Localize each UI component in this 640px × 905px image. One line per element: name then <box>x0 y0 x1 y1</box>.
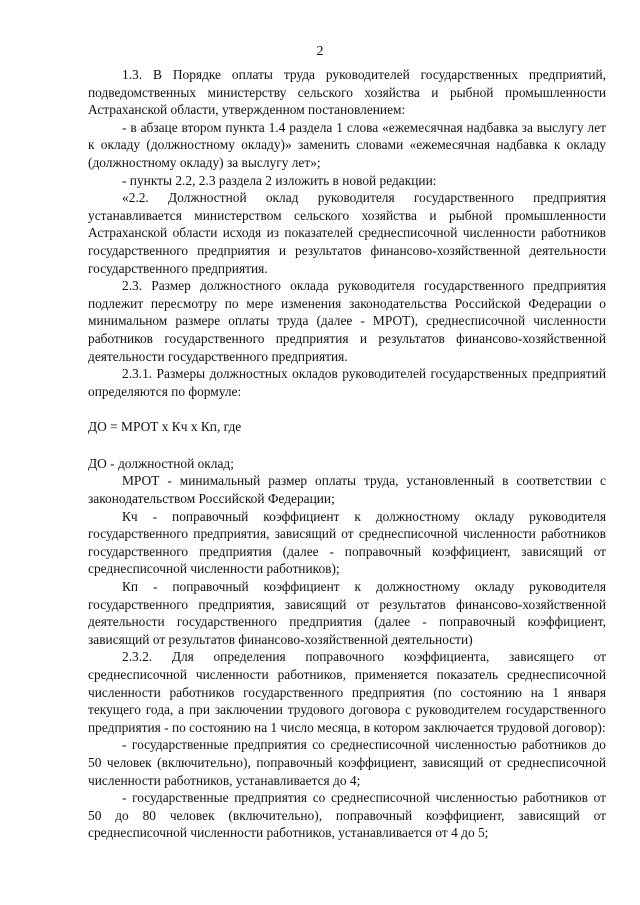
list-item-up-to-50: - государственные предприятия со среднесписочной численностью работников до 50 человек (включительно), поправочный коэффициент, зависящий от среднесписочной численности работников, устанавливается до 4; <box>88 737 606 788</box>
paragraph-1-3: 1.3. В Порядке оплаты труда руководителей государственных предприятий, подведомственных министерству сельского хозяйства и рыбной промышленности Астраханской области, утвержденном постановлением: <box>88 67 606 118</box>
paragraph-2-3: 2.3. Размер должностного оклада руководителя государственного предприятия подлежит пересмотру по мере изменения законодательства Российской Федерации о минимальном размере оплаты труда (далее - МРОТ), среднесписочной численности работников государственного предприятия и результатов финансово-хозяйственной деятельности государственного предприятия. <box>88 278 606 364</box>
definition-do: ДО - должностной оклад; <box>88 455 234 471</box>
paragraph-new-edition: - пункты 2.2, 2.3 раздела 2 изложить в новой редакции: <box>122 172 437 188</box>
salary-formula: ДО = МРОТ х Кч х Кп, где <box>88 419 242 435</box>
list-item-50-to-80: - государственные предприятия со среднесписочной численностью работников от 50 до 80 человек (включительно), поправочный коэффициент, зависящий от среднесписочной численности работников, устанавливается от 4 до 5; <box>88 790 606 841</box>
definition-kch: Кч - поправочный коэффициент к должностному окладу руководителя государственного предприятия, зависящий от среднесписочной численности работников государственного предприятия (далее - поправочный коэффициент, зависящий от среднесписочной численности работников); <box>88 508 606 577</box>
document-body <box>88 66 606 842</box>
paragraph-2-3-1: 2.3.1. Размеры должностных окладов руководителей государственных предприятий определяются по формуле: <box>88 366 606 399</box>
page-number: 2 <box>316 44 324 59</box>
paragraph-2-3-2: 2.3.2. Для определения поправочного коэффициента, зависящего от среднесписочной численности работников, применяется показатель среднесписочной численности работников государственного предприятия (по состоянию на 1 января текущего года, а при заключении трудового договора с руководителем государственного предприятия - по состоянию на 1 число месяца, в котором заключается трудовой договор): <box>88 649 606 735</box>
definition-mrot: МРОТ - минимальный размер оплаты труда, установленный в соответствии с законодательством Российской Федерации; <box>88 473 606 507</box>
paragraph-amend-1-4: - в абзаце втором пункта 1.4 раздела 1 слова «ежемесячная надбавка за выслугу лет к окладу (должностному окладу)» заменить словами «ежемесячная надбавка к окладу (должностному окладу) за выслугу лет»; <box>88 119 606 170</box>
definition-kp: Кп - поправочный коэффициент к должностному окладу руководителя государственного предприятия, зависящий от результатов финансово-хозяйственной деятельности государственного предприятия (далее - поправочный коэффициент, зависящий от результатов финансово-хозяйственной деятельности) <box>88 579 606 647</box>
paragraph-2-2: «2.2. Должностной оклад руководителя государственного предприятия устанавливается министерством сельского хозяйства и рыбной промышленности Астраханской области исходя из показателей среднесписочной численности работников государственного предприятия и результатов финансово-хозяйственной деятельности государственного предприятия. <box>88 190 606 276</box>
